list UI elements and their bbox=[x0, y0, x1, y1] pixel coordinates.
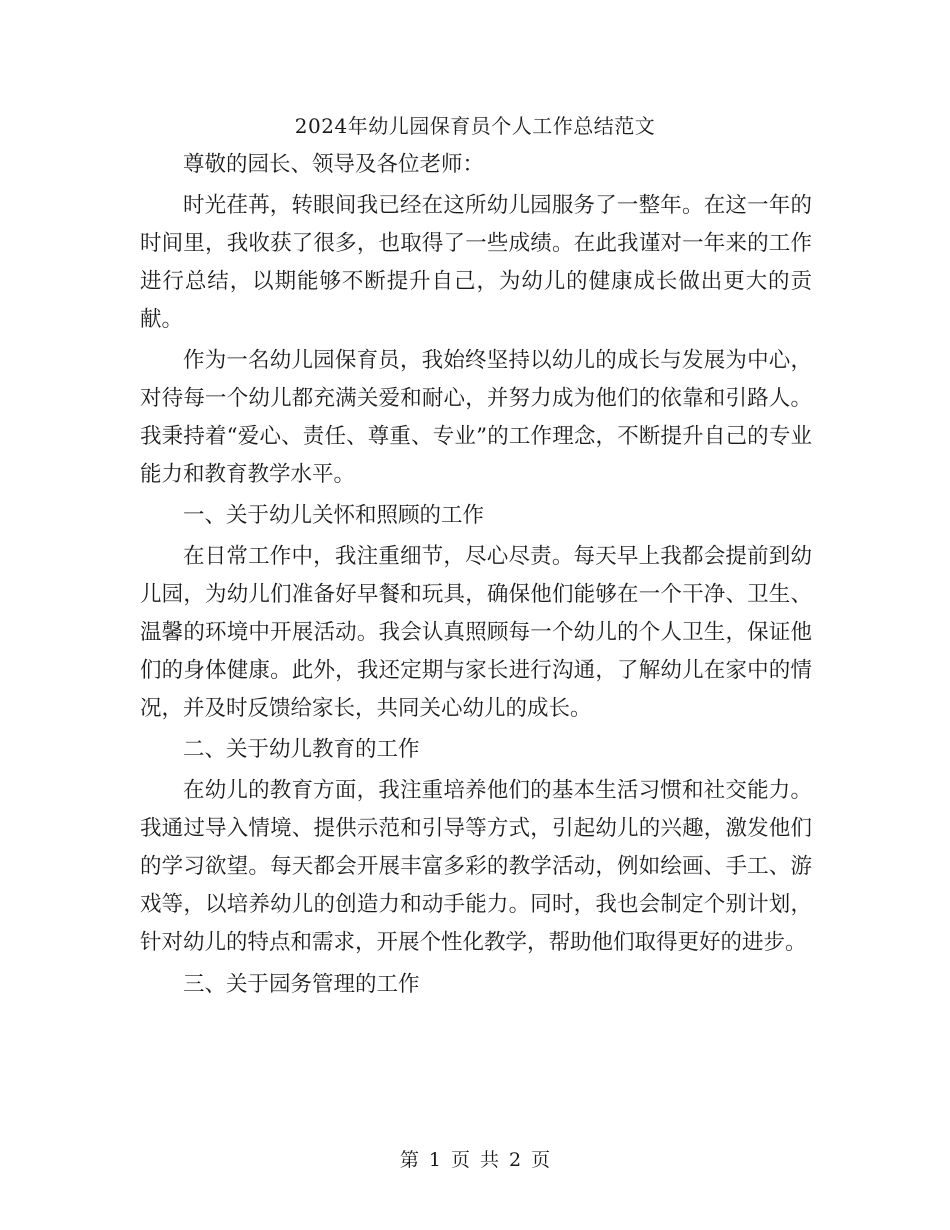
paragraph-intro: 时光荏苒，转眼间我已经在这所幼儿园服务了一整年。在这一年的时间里，我收获了很多，也取得了一些成绩。在此我谨对一年来的工作进行总结，以期能够不断提升自己，为幼儿的健康成长做出更大的贡献。 bbox=[140, 193, 812, 332]
salutation: 尊敬的园长、领导及各位老师： bbox=[183, 152, 485, 177]
section-text-education: 在幼儿的教育方面，我注重培养他们的基本生活习惯和社交能力。我通过导入情境、提供示范和引导等方式，引起幼儿的兴趣，激发他们的学习欲望。每天都会开展丰富多彩的教学活动，例如绘画、手工、游戏等，以培养幼儿的创造力和动手能力。同时，我也会制定个别计划，针对幼儿的特点和需求，开展个性化教学，帮助他们取得更好的进步。 bbox=[140, 778, 812, 955]
document-title: 2024年幼儿园保育员个人工作总结范文 bbox=[294, 114, 656, 138]
section-heading-care: 一、关于幼儿关怀和照顾的工作 bbox=[183, 503, 485, 528]
page-number-footer: 第 1 页 共 2 页 bbox=[399, 1149, 551, 1171]
section-text-care: 在日常工作中，我注重细节，尽心尽责。每天早上我都会提前到幼儿园，为幼儿们准备好早餐和玩具，确保他们能够在一个干净、卫生、温馨的环境中开展活动。我会认真照顾每一个幼儿的个人卫生，保证他们的身体健康。此外，我还定期与家长进行沟通，了解幼儿在家中的情况，并及时反馈给家长，共同关心幼儿的成长。 bbox=[140, 544, 812, 721]
document-body bbox=[140, 146, 812, 1007]
section-heading-education: 二、关于幼儿教育的工作 bbox=[183, 737, 420, 762]
section-heading-management: 三、关于园务管理的工作 bbox=[183, 972, 420, 997]
paragraph-philosophy: 作为一名幼儿园保育员，我始终坚持以幼儿的成长与发展为中心，对待每一个幼儿都充满关爱和耐心，并努力成为他们的依靠和引路人。我秉持着“爱心、责任、尊重、专业”的工作理念，不断提升自己的专业能力和教育教学水平。 bbox=[140, 348, 812, 487]
